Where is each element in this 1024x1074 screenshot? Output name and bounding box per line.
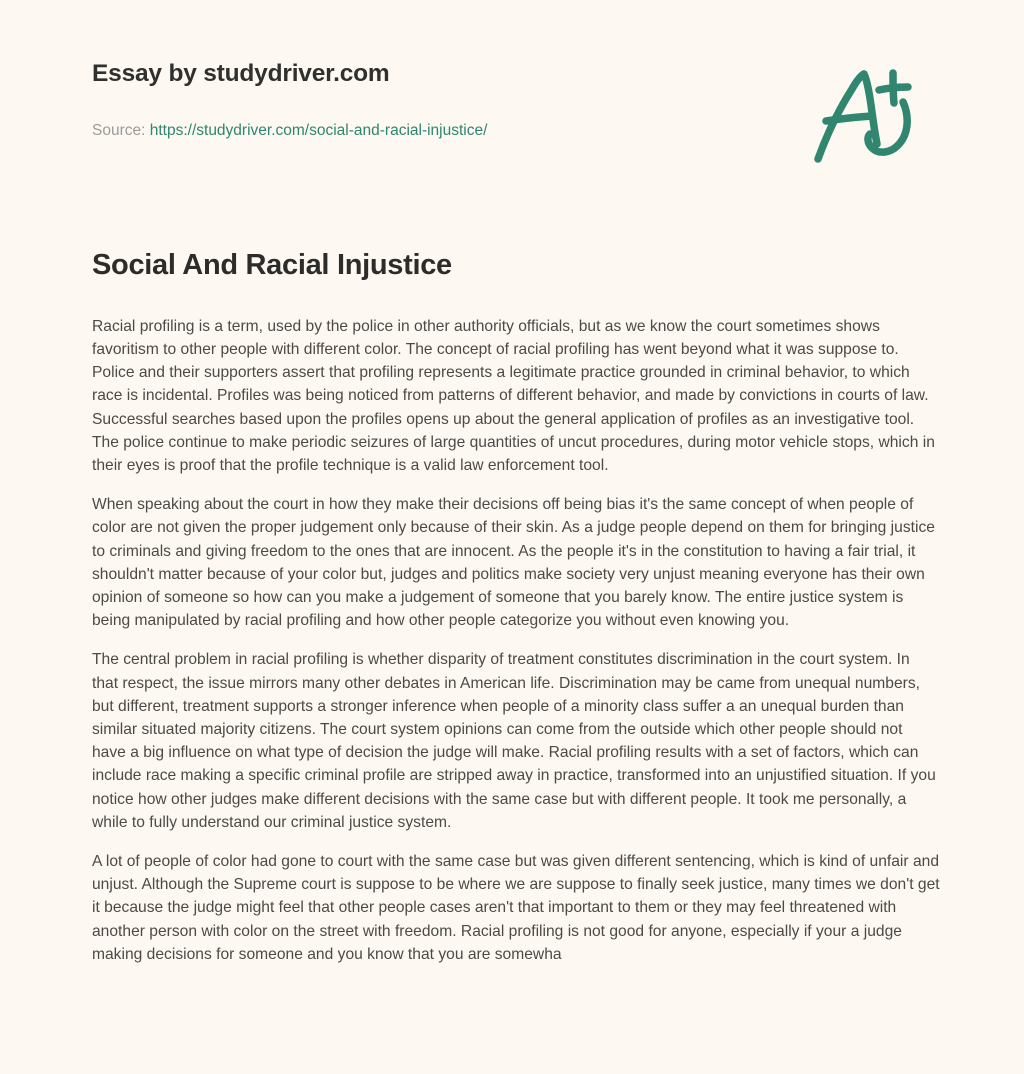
page-header	[0, 0, 1024, 190]
article-paragraph: Racial profiling is a term, used by the police in other authority officials, but as we know the court sometimes shows favoritism to other people with different color. The concept of racial profiling has went beyond what it was suppose to. Police and their supporters assert that profiling represents a legitimate practice grounded in criminal behavior, to which race is incidental. Profiles was being noticed from patterns of different behavior, and made by convictions in courts of law. Successful searches based upon the profiles opens up about the general application of profiles as an investigative tool. The police continue to make periodic seizures of large quantities of uncut procedures, during motor vehicle stops, which in their eyes is proof that the profile technique is a valid law enforcement tool.	[92, 317, 935, 475]
article-paragraph: A lot of people of color had gone to court with the same case but was given different sentencing, which is kind of unfair and unjust. Although the Supreme court is suppose to be where we are suppose to finally seek justice, many times we don't get it because the judge might feel that other people cases aren't that important to them or they may feel threatened with another person with color on the street with freedom. Racial profiling is not good for anyone, especially if your a judge making decisions for someone and you know that you are somewha	[92, 853, 940, 963]
a-plus-logo	[806, 58, 924, 170]
source-line	[92, 123, 487, 139]
article-paragraph: The central problem in racial profiling is whether disparity of treatment constitutes discrimination in the court system. In that respect, the issue mirrors many other debates in American life. Discrimination may be came from unequal numbers, but different, treatment supports a stronger inference when people of a minority class suffer a an unequal burden than similar situated majority citizens. The court system opinions can come from the outside which other people should not have a big influence on what type of decision the judge will make. Racial profiling results with a set of factors, which can include race making a specific criminal profile are stripped away in practice, transformed into an unjustified situation. If you notice how other judges make different decisions with the same case but with different people. It took me personally, a while to fully understand our criminal justice system.	[92, 651, 936, 831]
article	[92, 248, 940, 966]
article-paragraph: When speaking about the court in how they make their decisions off being bias it's the same concept of when people of color are not given the proper judgement only because of their skin. As a judge people depend on them for bringing justice to criminals and giving freedom to the ones that are innocent. As the people it's in the constitution to having a fair trial, it shouldn't matter because of your color but, judges and politics make society very unjust meaning everyone has their own opinion of someone so how can you make a judgement of someone that you barely know. The entire justice system is being manipulated by racial profiling and how other people categorize you without even knowing you.	[92, 496, 935, 630]
source-label: Source:	[92, 122, 146, 139]
page-title: Social And Racial Injustice	[92, 249, 452, 281]
article-body	[92, 315, 940, 966]
byline: Essay by studydriver.com	[92, 60, 390, 87]
a-plus-logo-icon	[806, 58, 924, 170]
source-url-link[interactable]: https://studydriver.com/social-and-racial-injustice/	[149, 122, 488, 139]
